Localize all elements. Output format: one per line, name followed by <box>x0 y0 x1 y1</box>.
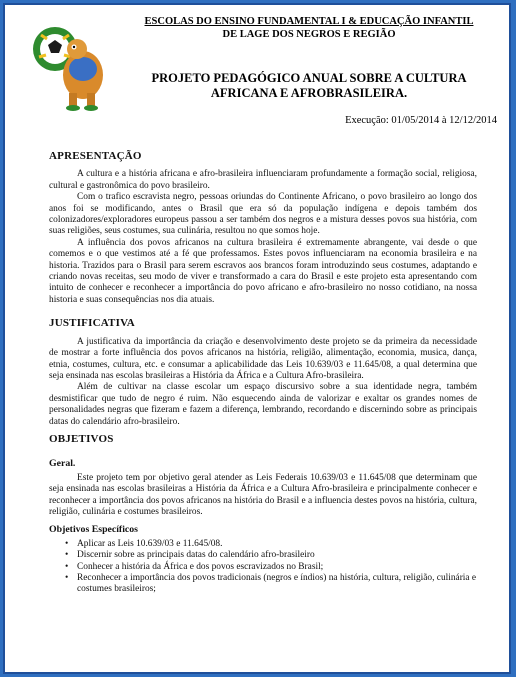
justificativa-paragraph: Além de cultivar na classe escolar um espaço discursivo sobre a sua identidade negra, também desmistificar que tudo de negro é ruim. Não esquecendo ainda de valorizar e exaltar os grandes nomes de personalidades negras que fizeram e fazem a diferença, lembrando, recordando e discernindo sobre as principais datas do calendário afro-brasileiro. <box>49 382 477 427</box>
objetivo-geral-text: Este projeto tem por objetivo geral atender as Leis Federais 10.639/03 e 11.645/08 que determinam que seja ensinada nas escolas brasileiras a História da África e a Cultura Afro-brasileira e principalmente conhecer e reconhecer a importância dos povos africanos na história do Brasil e a influencia destes povos na história, cultura, religião, culinária e costumes brasileiros. <box>49 472 477 517</box>
project-title-line1: PROJETO PEDAGÓGICO ANUAL SOBRE A CULTURA <box>151 71 467 85</box>
objetivo-geral-heading: Geral. <box>49 458 76 470</box>
objetivos-heading: OBJETIVOS <box>49 432 114 445</box>
school-name <box>115 15 503 41</box>
list-item: • Reconhecer a importância dos povos tradicionais (negros e índios) na história, cultura, religião, culinária e costumes brasileiros; <box>69 573 477 596</box>
school-mascot-logo <box>31 19 109 111</box>
justificativa-paragraph: A justificativa da importância da criação e desenvolvimento deste projeto se da primeira da necessidade de mostrar a forte influência dos povos africanos na história, religião, alimentação, economia, musica, dança, etnia, costumes, cultura, etc. e consumar a aplicabilidade das Leis 10.639/03 e 11.645/08, a qual determina que seja ensinada nas escolas brasileiras a História da África e a Cultura Afro-brasileira. <box>49 336 477 381</box>
list-item: • Conhecer a história da África e dos povos escravizados no Brasil; <box>69 562 477 573</box>
list-item: • Aplicar as Leis 10.639/03 e 11.645/08. <box>69 539 477 550</box>
apresentacao-paragraph: A cultura e a história africana e afro-brasileira influenciaram profundamente a formação social, religiosa, cultural e gastronômica do povo brasileiro. <box>49 169 477 191</box>
execution-dates: Execução: 01/05/2014 à 12/12/2014 <box>345 115 497 126</box>
justificativa-heading: JUSTIFICATIVA <box>49 317 135 330</box>
school-name-line1: ESCOLAS DO ENSINO FUNDAMENTAL I & EDUCAÇÃO INFANTIL <box>144 16 474 27</box>
project-title-line2: AFRICANA E AFROBRASILEIRA. <box>210 86 408 100</box>
school-name-line2: DE LAGE DOS NEGROS E REGIÃO <box>222 29 396 40</box>
apresentacao-paragraph: Com o trafico escravista negro, pessoas oriundas do Continente Africano, o povo brasileiro ao longo dos anos foi se modificando, antes o Brasil que era só da população indígena e depois também dos colonizadores/exploradores europeus passou a ser também dos negros e a mistura desses povos sua história, com suas religiões, seus costumes, sua culinária, resultou no que somos hoje. <box>49 192 477 237</box>
document-page <box>3 3 511 674</box>
apresentacao-paragraph: A influência dos povos africanos na cultura brasileira é extremamente abrangente, vai desde o que comemos e o que vestimos até a fé que professamos. Estes povos influenciaram na economia brasileira e na historia. Trazidos para o Brasil para serem escravos aos brancos foram introduzindo seus costumes, adaptando e criando novas receitas, seu modo de viver e transformado a cara do Brasil e este projeto esta apresentando com intuito de conhecer e reconhecer a importância do povo africano e afro-brasileiro no nosso cotidiano, na nossa historia e suas consequências nos dia atuais. <box>49 237 477 305</box>
list-item: • Discernir sobre as principais datas do calendário afro-brasileiro <box>69 550 477 561</box>
objetivos-especificos-heading: Objetivos Específicos <box>49 524 138 536</box>
apresentacao-heading: APRESENTAÇÃO <box>49 150 142 162</box>
project-title <box>115 71 503 101</box>
document-body <box>49 151 477 596</box>
objetivos-especificos-list <box>49 539 477 596</box>
